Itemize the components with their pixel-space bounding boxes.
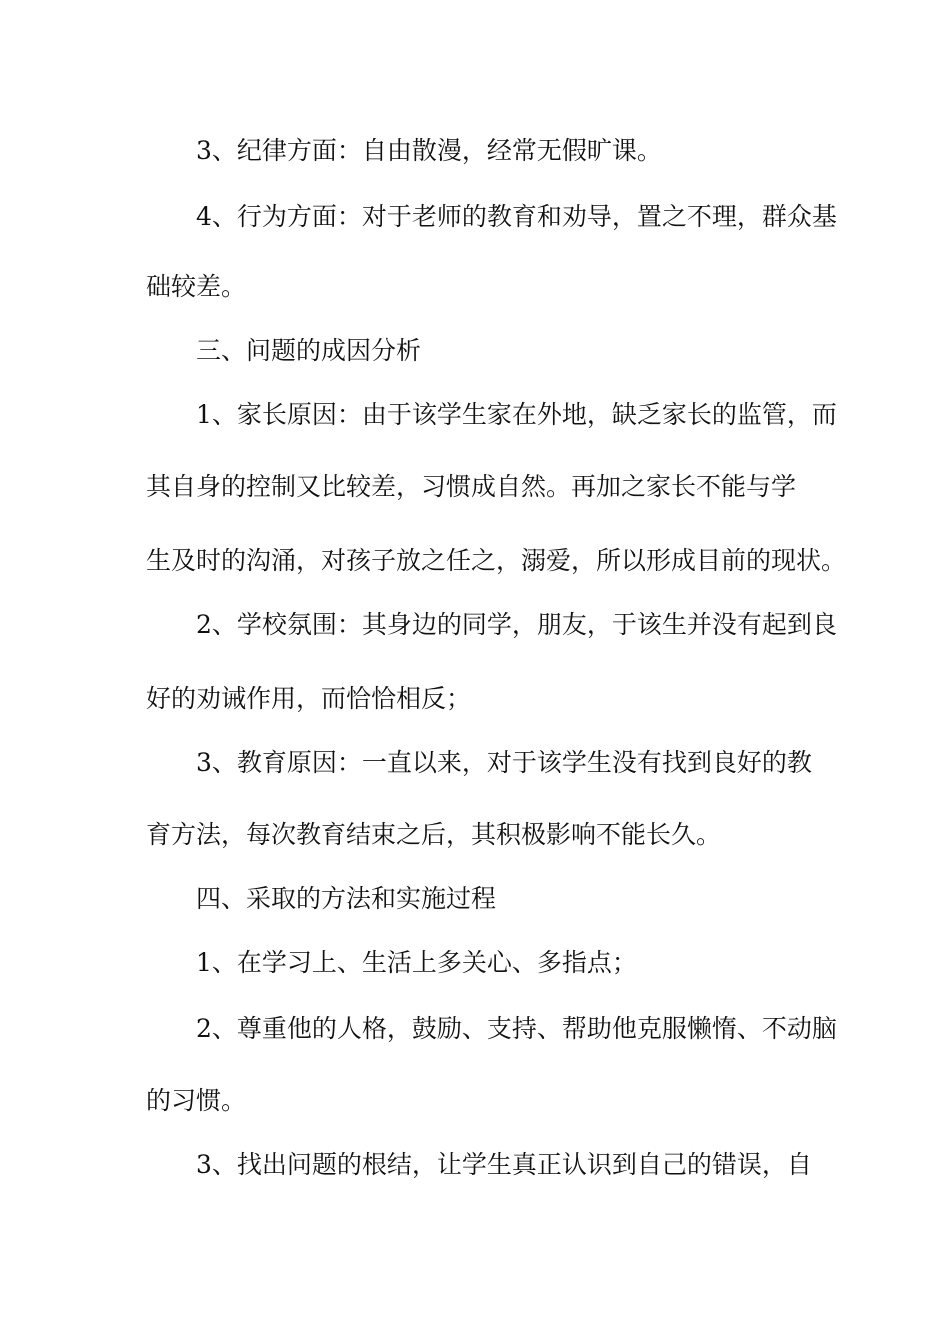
paragraph-line: 育方法，每次教育结束之后，其积极影响不能长久。 — [146, 820, 722, 849]
paragraph-line: 础较差。 — [146, 272, 247, 301]
paragraph-line: 的习惯。 — [146, 1086, 247, 1115]
paragraph-line: 1、家长原因：由于该学生家在外地，缺乏家长的监管，而 — [196, 400, 837, 429]
paragraph-line: 2、尊重他的人格，鼓励、支持、帮助他克服懒惰、不动脑 — [196, 1014, 837, 1043]
paragraph-line: 3、找出问题的根结，让学生真正认识到自己的错误，自 — [196, 1150, 812, 1179]
section-heading: 三、问题的成因分析 — [196, 336, 422, 365]
section-heading: 四、采取的方法和实施过程 — [196, 884, 497, 913]
paragraph-line: 好的劝诫作用，而恰恰相反； — [146, 684, 472, 713]
paragraph-line: 其自身的控制又比较差，习惯成自然。再加之家长不能与学 — [146, 472, 797, 501]
paragraph-line: 1、在学习上、生活上多关心、多指点； — [196, 948, 637, 977]
paragraph-line: 2、学校氛围：其身边的同学，朋友，于该生并没有起到良 — [196, 610, 837, 639]
paragraph-line: 3、纪律方面：自由散漫，经常无假旷课。 — [196, 136, 662, 165]
paragraph-line: 3、教育原因：一直以来，对于该学生没有找到良好的教 — [196, 748, 812, 777]
paragraph-line: 4、行为方面：对于老师的教育和劝导，置之不理，群众基 — [196, 202, 837, 231]
paragraph-line: 生及时的沟涌，对孩子放之任之，溺爱，所以形成目前的现状。 — [146, 546, 847, 575]
